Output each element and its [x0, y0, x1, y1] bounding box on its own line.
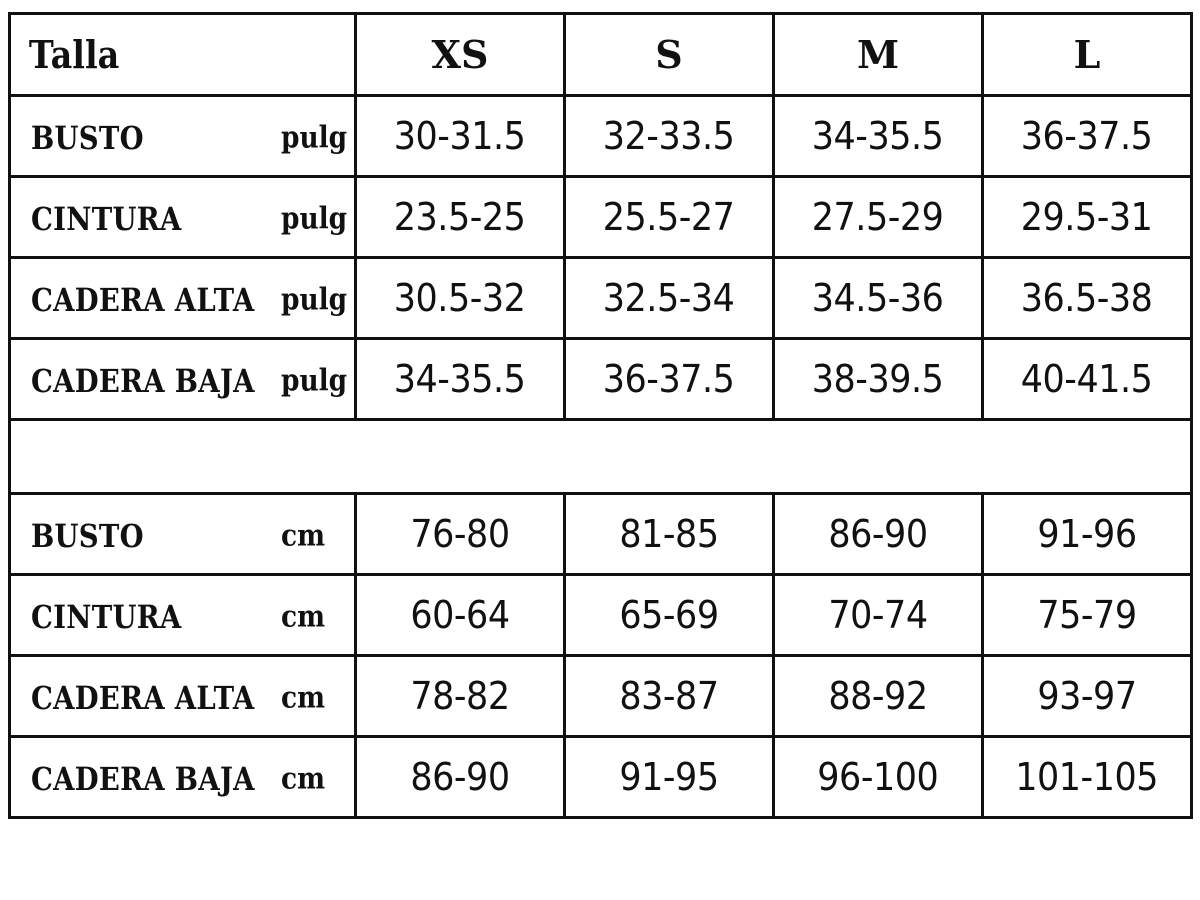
value-cell-xs	[356, 339, 565, 420]
row-label	[10, 656, 356, 737]
row-label	[10, 737, 356, 818]
value-cell-s	[565, 339, 774, 420]
value-text: 36.5-38	[1021, 276, 1153, 320]
value-cell-s	[565, 656, 774, 737]
value-cell-l	[983, 258, 1192, 339]
value-text: 34.5-36	[812, 276, 944, 320]
value-cell-s	[565, 258, 774, 339]
metric-row-busto	[10, 494, 1192, 575]
measure-name: CINTURA	[31, 199, 182, 238]
value-cell-s	[565, 575, 774, 656]
value-text: 36-37.5	[1021, 114, 1153, 158]
value-text: 91-95	[619, 755, 719, 799]
value-cell-xs	[356, 494, 565, 575]
value-cell-l	[983, 494, 1192, 575]
measure-unit: cm	[281, 761, 326, 797]
value-text: 36-37.5	[603, 357, 735, 401]
row-label	[10, 575, 356, 656]
measure-unit: pulg	[281, 282, 348, 318]
header-size-m: M	[774, 14, 983, 96]
row-label	[10, 339, 356, 420]
imperial-row-busto	[10, 96, 1192, 177]
header-label: Talla	[10, 14, 314, 96]
value-cell-l	[983, 575, 1192, 656]
value-text: 27.5-29	[812, 195, 944, 239]
measure-name: CADERA ALTA	[31, 280, 255, 319]
value-text: 76-80	[410, 512, 510, 556]
value-text: 40-41.5	[1021, 357, 1153, 401]
value-cell-xs	[356, 177, 565, 258]
row-label	[10, 258, 356, 339]
value-text: 86-90	[828, 512, 928, 556]
measure-name: BUSTO	[31, 516, 144, 555]
value-cell-xs	[356, 737, 565, 818]
value-text: 65-69	[619, 593, 719, 637]
metric-row-cintura	[10, 575, 1192, 656]
size-chart-body	[10, 14, 1192, 818]
value-text: 93-97	[1037, 674, 1137, 718]
header-size-xs: XS	[356, 14, 565, 96]
measure-name: CADERA BAJA	[31, 759, 255, 798]
value-text: 81-85	[619, 512, 719, 556]
value-cell-l	[983, 339, 1192, 420]
value-text: 91-96	[1037, 512, 1137, 556]
imperial-row-cintura	[10, 177, 1192, 258]
value-cell-m	[774, 258, 983, 339]
value-text: 25.5-27	[603, 195, 735, 239]
value-cell-s	[565, 737, 774, 818]
measure-name: CINTURA	[31, 597, 182, 636]
value-text: 60-64	[410, 593, 510, 637]
metric-row-cadera-baja	[10, 737, 1192, 818]
value-text: 86-90	[410, 755, 510, 799]
measure-unit: cm	[281, 680, 326, 716]
value-cell-m	[774, 575, 983, 656]
value-text: 34-35.5	[812, 114, 944, 158]
measure-unit: pulg	[281, 201, 348, 237]
value-cell-xs	[356, 575, 565, 656]
section-spacer-row	[10, 420, 1192, 494]
value-text: 83-87	[619, 674, 719, 718]
row-label	[10, 494, 356, 575]
measure-unit: cm	[281, 518, 326, 554]
value-cell-s	[565, 494, 774, 575]
measure-name: BUSTO	[31, 118, 144, 157]
value-text: 34-35.5	[394, 357, 526, 401]
value-cell-m	[774, 339, 983, 420]
section-spacer	[10, 420, 1192, 494]
value-text: 38-39.5	[812, 357, 944, 401]
row-label	[10, 96, 356, 177]
row-label	[10, 177, 356, 258]
value-text: 32.5-34	[603, 276, 735, 320]
value-text: 96-100	[817, 755, 939, 799]
header-size-s: S	[565, 14, 774, 96]
value-cell-xs	[356, 258, 565, 339]
value-cell-l	[983, 96, 1192, 177]
value-cell-m	[774, 656, 983, 737]
value-cell-l	[983, 656, 1192, 737]
value-text: 78-82	[410, 674, 510, 718]
value-text: 29.5-31	[1021, 195, 1153, 239]
value-cell-xs	[356, 656, 565, 737]
value-text: 23.5-25	[394, 195, 526, 239]
value-cell-m	[774, 96, 983, 177]
value-text: 101-105	[1015, 755, 1159, 799]
header-size-l: L	[983, 14, 1192, 96]
value-cell-m	[774, 494, 983, 575]
value-cell-s	[565, 177, 774, 258]
value-cell-s	[565, 96, 774, 177]
value-cell-l	[983, 737, 1192, 818]
value-cell-l	[983, 177, 1192, 258]
value-text: 30-31.5	[394, 114, 526, 158]
value-text: 88-92	[828, 674, 928, 718]
value-cell-xs	[356, 96, 565, 177]
measure-name: CADERA ALTA	[31, 678, 255, 717]
measure-name: CADERA BAJA	[31, 361, 255, 400]
value-cell-m	[774, 737, 983, 818]
value-text: 30.5-32	[394, 276, 526, 320]
measure-unit: cm	[281, 599, 326, 635]
metric-row-cadera-alta	[10, 656, 1192, 737]
value-cell-m	[774, 177, 983, 258]
value-text: 70-74	[828, 593, 928, 637]
value-text: 32-33.5	[603, 114, 735, 158]
imperial-row-cadera-alta	[10, 258, 1192, 339]
imperial-row-cadera-baja	[10, 339, 1192, 420]
header-row	[10, 14, 1192, 96]
measure-unit: pulg	[281, 363, 348, 399]
size-chart-table	[8, 12, 1193, 819]
value-text: 75-79	[1037, 593, 1137, 637]
measure-unit: pulg	[281, 120, 348, 156]
